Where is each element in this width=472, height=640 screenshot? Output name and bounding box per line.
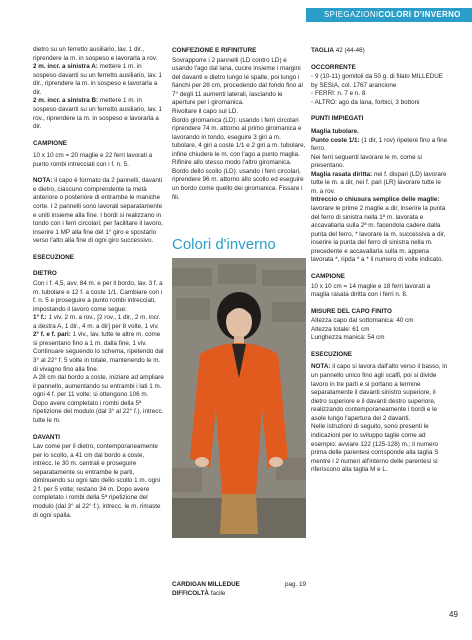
tubolare-heading: Maglia tubolare.: [311, 127, 359, 135]
occorrente-item: ◦ ALTRO: ago da lana, forbici, 3 bottoni: [311, 98, 420, 106]
misure-item: Lunghezza manica: 54 cm: [311, 334, 385, 342]
dietro-paragraph: [33, 331, 165, 348]
intro-paragraph: [33, 97, 165, 131]
costa-label: Punto coste 1/1:: [311, 136, 360, 144]
model-photo: [172, 258, 306, 538]
header-title: COLORI D'INVERNO: [378, 10, 461, 19]
page-number: 49: [449, 610, 458, 619]
section-header: [306, 8, 472, 22]
nota-text-right: il capo si lavora dall'alto verso il basso, in un pannello unico fino agli scalfi, poi si divide lavoro in tre parti e si portano a termine separatamente il davanti sinistro superiore, il dietro superiore e il davanti destro superiore, realizzando contemporaneamente i bordi e le asole lungo l'apertura dei 2 davanti.: [311, 363, 448, 422]
campione-text-right: 10 x 10 cm = 14 maglie e 18 ferri lavorati a maglia rasata diritta con i ferri n. 8.: [311, 282, 431, 299]
nota-paragraph-right: [311, 363, 449, 423]
dietro-paragraph: [33, 314, 165, 331]
davanti-text: Lav come per il dietro, contemporaneamente per lo scollo, a 41 cm dal bordo a coste, intrecc. le 30 m. centrali e proseguire separatamente su entrambe le parti, diminuendo su ogni lato dello scollo 1 m. ogni 2 f. per 5 volte; restano 34 m. Dopo avere completato i rombi della 5ª ripetizione del modulo (dal 3° al 22° f.), intrecc. le m. rimaste di ogni spalla.: [33, 443, 161, 519]
dietro-text: 1 viv., lav. tutte le altre m. come si presentano fino a 1 m. dalla fine, 1 viv.: [33, 331, 161, 347]
davanti-heading: DAVANTI: [33, 433, 61, 441]
misure-heading: MISURE DEL CAPO FINITO: [311, 307, 392, 315]
nota-label-right: NOTA:: [311, 363, 331, 371]
campione-heading-right: CAMPIONE: [311, 272, 345, 280]
misure-list: [311, 317, 449, 343]
dietro-heading: DIETRO: [33, 270, 57, 278]
rasata-paragraph: [311, 171, 449, 197]
campione-text: 10 x 10 cm = 20 maglie e 22 ferri lavorati a punto rombi intrecciati con i f. n. 5.: [33, 152, 153, 168]
bordo-giromanica-text: Bordo giromanica (LD): usando i ferri circolari riprendere 74 m. attorno al primo giromanica e lavorando in tondo, eseguire 3 giri a m. tubolare, 4 giri a coste 1/1 e 2 giri a m. tubolare, infine chiudere le m. con l'ago a punto maglia. Rifinire allo stesso modo l'altro giromanica.: [172, 116, 306, 167]
rivoltare-text: Rivoltare il capo sul LD.: [172, 107, 239, 115]
intro-label: 2 m. incr. a sinistra B:: [33, 97, 99, 105]
rasata-text: nei f. dispari (LD) lavorare tutte le m. a dir, nei f. pari (LR) lavorare tutte le m. a rov.: [311, 170, 447, 195]
chiusura-text: lavorare le prime 2 maglie a dir, inserire la punta del ferro di sinistra nella 1ª m. lavorata e accavallarla sulla 2ª m. facendola cadere dalla punta del ferro, * lavorare la m. successiva a dir, inserire la punta del ferro di sinistra nella m. precedente e accavallarla sulla m. appena lavorata *, ripda * a * il numero di volte indicato.: [311, 205, 446, 264]
column-right: [311, 47, 449, 475]
header-section: SPIEGAZIONI: [324, 10, 379, 19]
column-middle: [172, 47, 306, 538]
dietro-label: 2° f. e f. pari:: [33, 331, 71, 339]
misure-item: Altezza capo dal sottomanica: 40 cm: [311, 317, 414, 325]
dietro-text: 1 viv. 2 m. a rov., [2 rov., 1 dir., 2 m. incr. a destra A, 1 dir., 4 m. a dir] per 8 volte, 1 viv.: [33, 314, 161, 330]
nota-label: NOTA:: [33, 177, 53, 185]
nota-text-right-2: Nelle istruzioni di seguito, sono presenti le indicazioni per lo sviluppo taglie come ad esempio: avviare 122 (125-128) m.; il numero prima delle parentesi corrisponde alla taglia S mentre i 2 numeri all'interno delle parentesi si riferiscono alla taglia M e L.: [311, 423, 439, 474]
photo-illustration: [172, 258, 306, 538]
confezione-text: Sovrapporre i 2 pannelli (LD contro LD) e usando l'ago dal lana, cucire insieme i margini del davanti e dietro lungo le spalle, poi lungo i fianchi per 28 cm, procedendo dal fondo fino al 7° degli 11 aumenti laterali, lasciando le aperture per i giromanica.: [172, 56, 303, 107]
difficulty-value: facile: [208, 589, 226, 597]
nota-text: il capo è formato da 2 pannelli, davanti e dietro, ciascuno comprendente la metà anteriore o posteriore di entrambe le maniche corte. I 2 pannelli sono lavorati separatamente e uniti insieme alla fine. I bordi si realizzano in tondo con i ferri circolari; per facilitare il lavoro, inserire 1 MP alla fine del 1° giro e spostarlo verso l'alto alla fine di ogni giro successivo.: [33, 177, 163, 245]
dietro-label: 1° f.:: [33, 314, 47, 322]
intro-paragraph: [33, 63, 165, 97]
occorrente-list: [311, 73, 449, 107]
intro-label: 2 m. incr. a sinistra A:: [33, 63, 98, 71]
costa-text: (1 dir, 1 rov) ripetere fino a fine ferro.: [311, 136, 448, 153]
chiusura-label: Intreccio o chiusura semplice delle maglie:: [311, 196, 440, 204]
dietro-paragraphs: [33, 280, 165, 426]
difficulty-label: DIFFICOLTÀ: [172, 589, 209, 597]
intro-paragraphs: [33, 46, 165, 132]
confezione-heading: CONFEZIONE E RIFINITURE: [172, 47, 257, 54]
intro-text: mettere 1 m. in sospeso davanti su un ferretto ausiliario, lav. 1 dir., riprendere la m. in sospeso e lavorarla a dir.: [33, 63, 163, 96]
costa-paragraph: [311, 137, 449, 154]
taglia-line: [311, 47, 449, 56]
rasata-label: Maglia rasata diritta:: [311, 170, 373, 178]
dietro-paragraph: [33, 374, 165, 425]
product-name: CARDIGAN MILLEDUE: [172, 581, 240, 588]
column-left: [33, 46, 165, 520]
occorrente-item: ◦ 9 (10-11) gomitoli da 50 g. di filato MILLEDUE by SESIA, col. 1767 arancione: [311, 73, 443, 89]
nota-paragraph: [33, 177, 165, 246]
esecuzione-heading: ESECUZIONE: [33, 253, 74, 261]
intro-paragraph: [33, 46, 165, 63]
esecuzione-heading-right: ESECUZIONE: [311, 350, 352, 358]
dietro-text: A 28 cm dal bordo a coste, iniziare ad ampliare il pannello, aumentando su entrambi i lati 1 m. ogni 4 f. per 11 volte; si ottengono 106 m. Dopo avere completato i rombi della 5ª ripetizione del modulo (dal 3° al 22° f.), intrecc. tutte le m.: [33, 374, 164, 424]
punti-heading: PUNTI IMPIEGATI: [311, 115, 364, 123]
intro-text: dietro su un ferretto ausiliario, lav. 1 dir., riprendere la m. in sospeso e lavorarla a rov.: [33, 46, 158, 62]
intro-text: mettere 1 m. in sospeso davanti su un ferretto ausiliario, lav. 1 rov., riprendere la m. in sospeso e lavorarla a dir.: [33, 97, 163, 131]
photo-title: Colori d'inverno: [172, 236, 276, 254]
dietro-text: Continuare seguendo lo schema, ripetendo dal 3° al 22° f. 5 volte in totale, mantenendo le m. di vivagno fino alla fine.: [33, 348, 164, 373]
dietro-paragraph: [33, 348, 165, 374]
page-reference: pag. 19: [284, 580, 306, 588]
bordo-scollo-text: Bordo dello scollo (LD): usando i ferri circolari, riprendere 96 m. attorno allo scollo ed eseguire un bordo come quello dei giromanica. Fissare i fili.: [172, 167, 304, 201]
campione-heading: CAMPIONE: [33, 139, 67, 147]
costa-text-2: Nei ferri seguenti lavorare le m. come si presentano.: [311, 153, 422, 170]
chiusura-paragraph: [311, 196, 449, 265]
dietro-text: Con i f. 4,5, avv. 84 m. e per il bordo, lav. 3 f. a m. tubolare e 12 f. a coste 1/1. Cambiare con i f. n. 5 e proseguire a punto rombi intrecciati, impostando il lavoro come segue:: [33, 279, 163, 313]
taglia-label: TAGLIA: [311, 47, 334, 54]
difficulty: [172, 590, 225, 599]
misure-item: Altezza totale: 61 cm: [311, 325, 370, 333]
occorrente-item: ◦ FERRI: n. 7 e n. 8: [311, 90, 366, 98]
occorrente-heading: OCCORRENTE: [311, 63, 356, 71]
taglia-value: 42 (44-46): [333, 47, 365, 54]
dietro-paragraph: [33, 280, 165, 314]
product-credit: [172, 581, 306, 598]
